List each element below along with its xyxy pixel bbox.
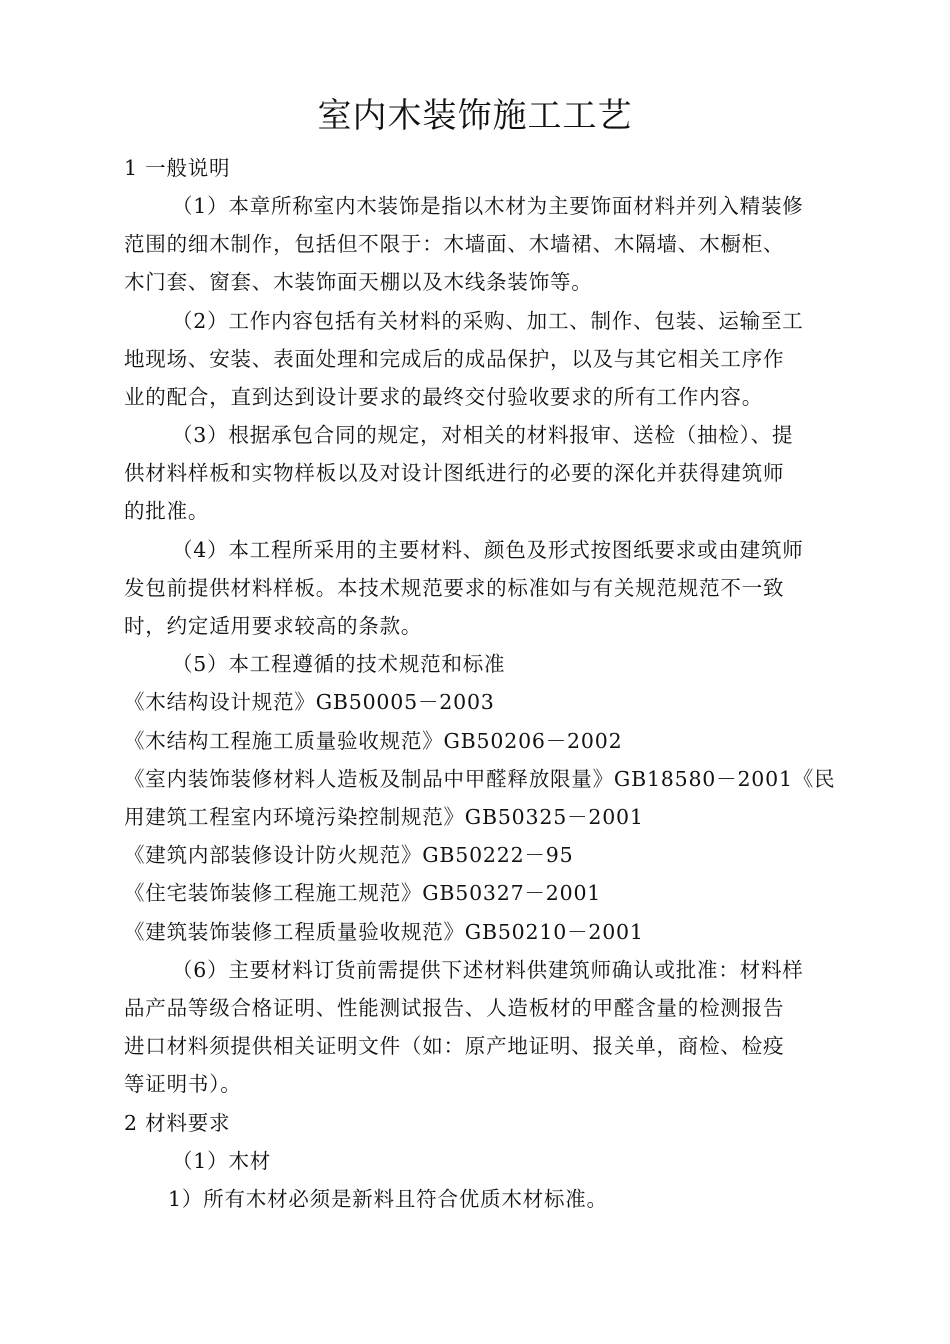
- paragraph-line: （4）本工程所采用的主要材料、颜色及形式按图纸要求或由建筑师: [172, 538, 804, 562]
- subsection-heading: （1）木材: [172, 1149, 272, 1173]
- paragraph-line: （3）根据承包合同的规定，对相关的材料报审、送检（抽检）、提: [172, 423, 794, 447]
- standard-reference: 《木结构工程施工质量验收规范》GB50206－2002: [124, 729, 623, 753]
- paragraph-line: 等证明书）。: [124, 1072, 242, 1096]
- section-heading: 1 一般说明: [124, 156, 231, 180]
- standard-reference: 《住宅装饰装修工程施工规范》GB50327－2001: [124, 881, 602, 905]
- paragraph-line: 木门套、窗套、木装饰面天棚以及木线条装饰等。: [124, 270, 593, 294]
- paragraph-line: （1）本章所称室内木装饰是指以木材为主要饰面材料并列入精装修: [172, 194, 804, 218]
- paragraph-line: 地现场、安装、表面处理和完成后的成品保护，以及与其它相关工序作: [124, 347, 785, 371]
- standard-reference: 《建筑装饰装修工程质量验收规范》GB50210－2001: [124, 920, 644, 944]
- standard-reference: 《室内装饰装修材料人造板及制品中甲醛释放限量》GB18580－2001《民: [124, 767, 836, 791]
- standard-reference: 用建筑工程室内环境污染控制规范》GB50325－2001: [124, 805, 644, 829]
- paragraph-line: 进口材料须提供相关证明文件（如：原产地证明、报关单，商检、检疫: [124, 1034, 785, 1058]
- paragraph-line: 发包前提供材料样板。本技术规范要求的标准如与有关规范规范不一致: [124, 576, 785, 600]
- paragraph-line: 的批准。: [124, 499, 210, 523]
- paragraph-line: 范围的细木制作，包括但不限于：木墙面、木墙裙、木隔墙、木橱柜、: [124, 232, 785, 256]
- section-heading: 2 材料要求: [124, 1111, 231, 1135]
- paragraph-line: （2）工作内容包括有关材料的采购、加工、制作、包装、运输至工: [172, 309, 804, 333]
- standard-reference: 《木结构设计规范》GB50005－2003: [124, 690, 495, 714]
- paragraph-line: 1）所有木材必须是新料且符合优质木材标准。: [168, 1187, 608, 1211]
- paragraph-line: 业的配合，直到达到设计要求的最终交付验收要求的所有工作内容。: [124, 385, 763, 409]
- standard-reference: 《建筑内部装修设计防火规范》GB50222－95: [124, 843, 574, 867]
- paragraph-line: 时，约定适用要求较高的条款。: [124, 614, 423, 638]
- document-title: 室内木装饰施工工艺: [317, 96, 633, 136]
- paragraph-line: （6）主要材料订货前需提供下述材料供建筑师确认或批准：材料样: [172, 958, 804, 982]
- paragraph-line: 品产品等级合格证明、性能测试报告、人造板材的甲醛含量的检测报告: [124, 996, 785, 1020]
- paragraph-line: 供材料样板和实物样板以及对设计图纸进行的必要的深化并获得建筑师: [124, 461, 785, 485]
- paragraph-line: （5）本工程遵循的技术规范和标准: [172, 652, 506, 676]
